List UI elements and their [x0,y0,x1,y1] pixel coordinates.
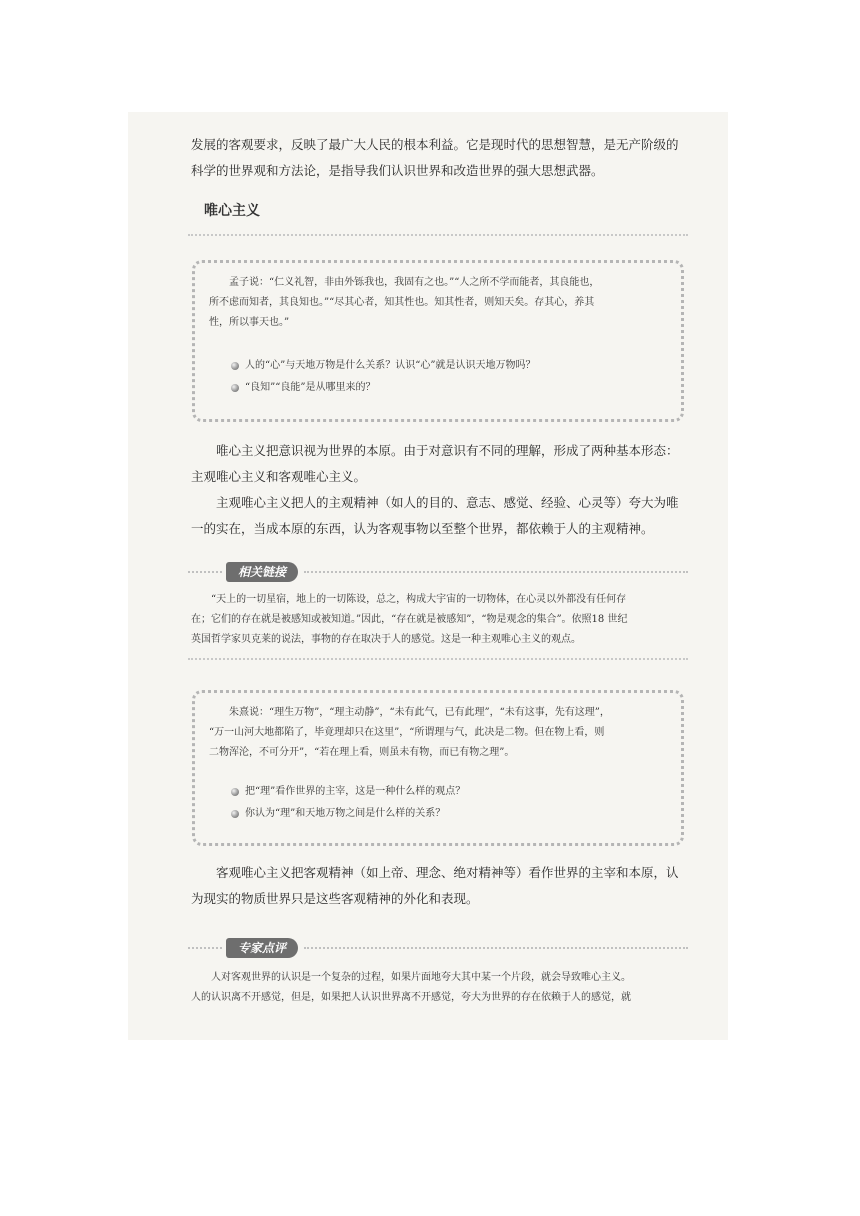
dotted-rule [304,947,688,949]
question-item [231,355,535,377]
question-item [231,781,465,803]
question-list [231,781,465,825]
mencius-quote [209,273,675,333]
related-link-divider [188,658,688,660]
paragraph-line: 为现实的物质世界只是这些客观精神的外化和表现。 [191,891,479,906]
question-text: 你认为“理”和天地万物之间是什么样的关系？ [245,808,446,819]
expert-comment-tag: 专家点评 [226,938,298,958]
intro-line-2: 科学的世界观和方法论，是指导我们认识世界和改造世界的强大思想武器。 [191,163,604,178]
quote-line: “万一山河大地都陷了，毕竟理却只在这里”，“所谓理与气，此决是二物。但在物上看，则 [209,727,605,738]
paragraph-line: 一的实在，当成本原的东西，认为客观事物以至整个世界，都依赖于人的主观精神。 [191,521,654,536]
quote-line: 孟子说：“仁义礼智，非由外铄我也，我固有之也。”“人之所不学而能者，其良能也， [229,277,600,288]
bullet-ball-icon [231,810,239,818]
paragraph-objective-idealism [191,860,721,912]
question-text: 人的“心”与天地万物是什么关系？认识“心”就是认识天地万物吗？ [245,360,536,371]
question-text: 把“理”看作世界的主宰，这是一种什么样的观点？ [245,786,466,797]
bullet-ball-icon [231,362,239,370]
dotted-rule [188,571,222,573]
expert-comment-header [188,938,688,958]
intro-paragraph [191,132,721,184]
question-item [231,803,465,825]
question-list [231,355,535,399]
paragraph-line: 主观唯心主义把人的主观精神（如人的目的、意志、感觉、经验、心灵等）夸大为唯 [216,495,679,510]
paragraph-idealism [191,438,721,490]
paragraph-line: 客观唯心主义把客观精神（如上帝、理念、绝对精神等）看作世界的主宰和本原，认 [216,865,679,880]
paragraph-line: 主观唯心主义和客观唯心主义。 [191,469,367,484]
dotted-rule [304,571,688,573]
zhuxi-quote [209,703,675,763]
paragraph-line: 唯心主义把意识视为世界的本原。由于对意识有不同的理解，形成了两种基本形态： [216,443,679,458]
quote-box-mencius [192,260,684,422]
expert-line: 人的认识离不开感觉，但是，如果把人认识世界离不开感觉，夸大为世界的存在依赖于人的感觉，就 [191,992,631,1003]
book-page [128,112,728,1040]
related-link-tag: 相关链接 [226,562,298,582]
question-item [231,377,535,399]
quote-line: 性，所以事天也。” [209,317,290,328]
bullet-ball-icon [231,788,239,796]
quote-line: 二物浑沦，不可分开”，“若在理上看，则虽未有物，而已有物之理”。 [209,747,515,758]
paragraph-subjective-idealism [191,490,721,542]
quote-line: 所不虑而知者，其良知也。”“尽其心者，知其性也。知其性者，则知天矣。存其心，养其 [209,297,595,308]
related-link-body [191,590,721,650]
section-heading: 唯心主义 [204,203,260,219]
heading-divider [188,234,688,236]
intro-line-1: 发展的客观要求，反映了最广大人民的根本利益。它是现时代的思想智慧，是无产阶级的 [191,137,679,152]
expert-line: 人对客观世界的认识是一个复杂的过程，如果片面地夸大其中某一个片段，就会导致唯心主义。 [211,972,631,983]
question-text: “良知”“良能”是从哪里来的？ [245,382,376,393]
bullet-ball-icon [231,384,239,392]
related-link-header [188,562,688,582]
related-line: “天上的一切星宿，地上的一切陈设，总之，构成大宇宙的一切物体，在心灵以外都没有任何存 [211,594,627,605]
related-line: 在；它们的存在就是被感知或被知道。”因此，“存在就是被感知”，“物是观念的集合”。依照18 世纪 [191,614,628,625]
quote-line: 朱熹说：“理生万物”，“理主动静”，“未有此气，已有此理”，“未有这事，先有这理”， [229,707,610,718]
dotted-rule [188,947,222,949]
expert-comment-body [191,968,721,1008]
related-line: 英国哲学家贝克莱的说法，事物的存在取决于人的感觉。这是一种主观唯心主义的观点。 [191,634,581,645]
quote-box-zhuxi [192,690,684,846]
